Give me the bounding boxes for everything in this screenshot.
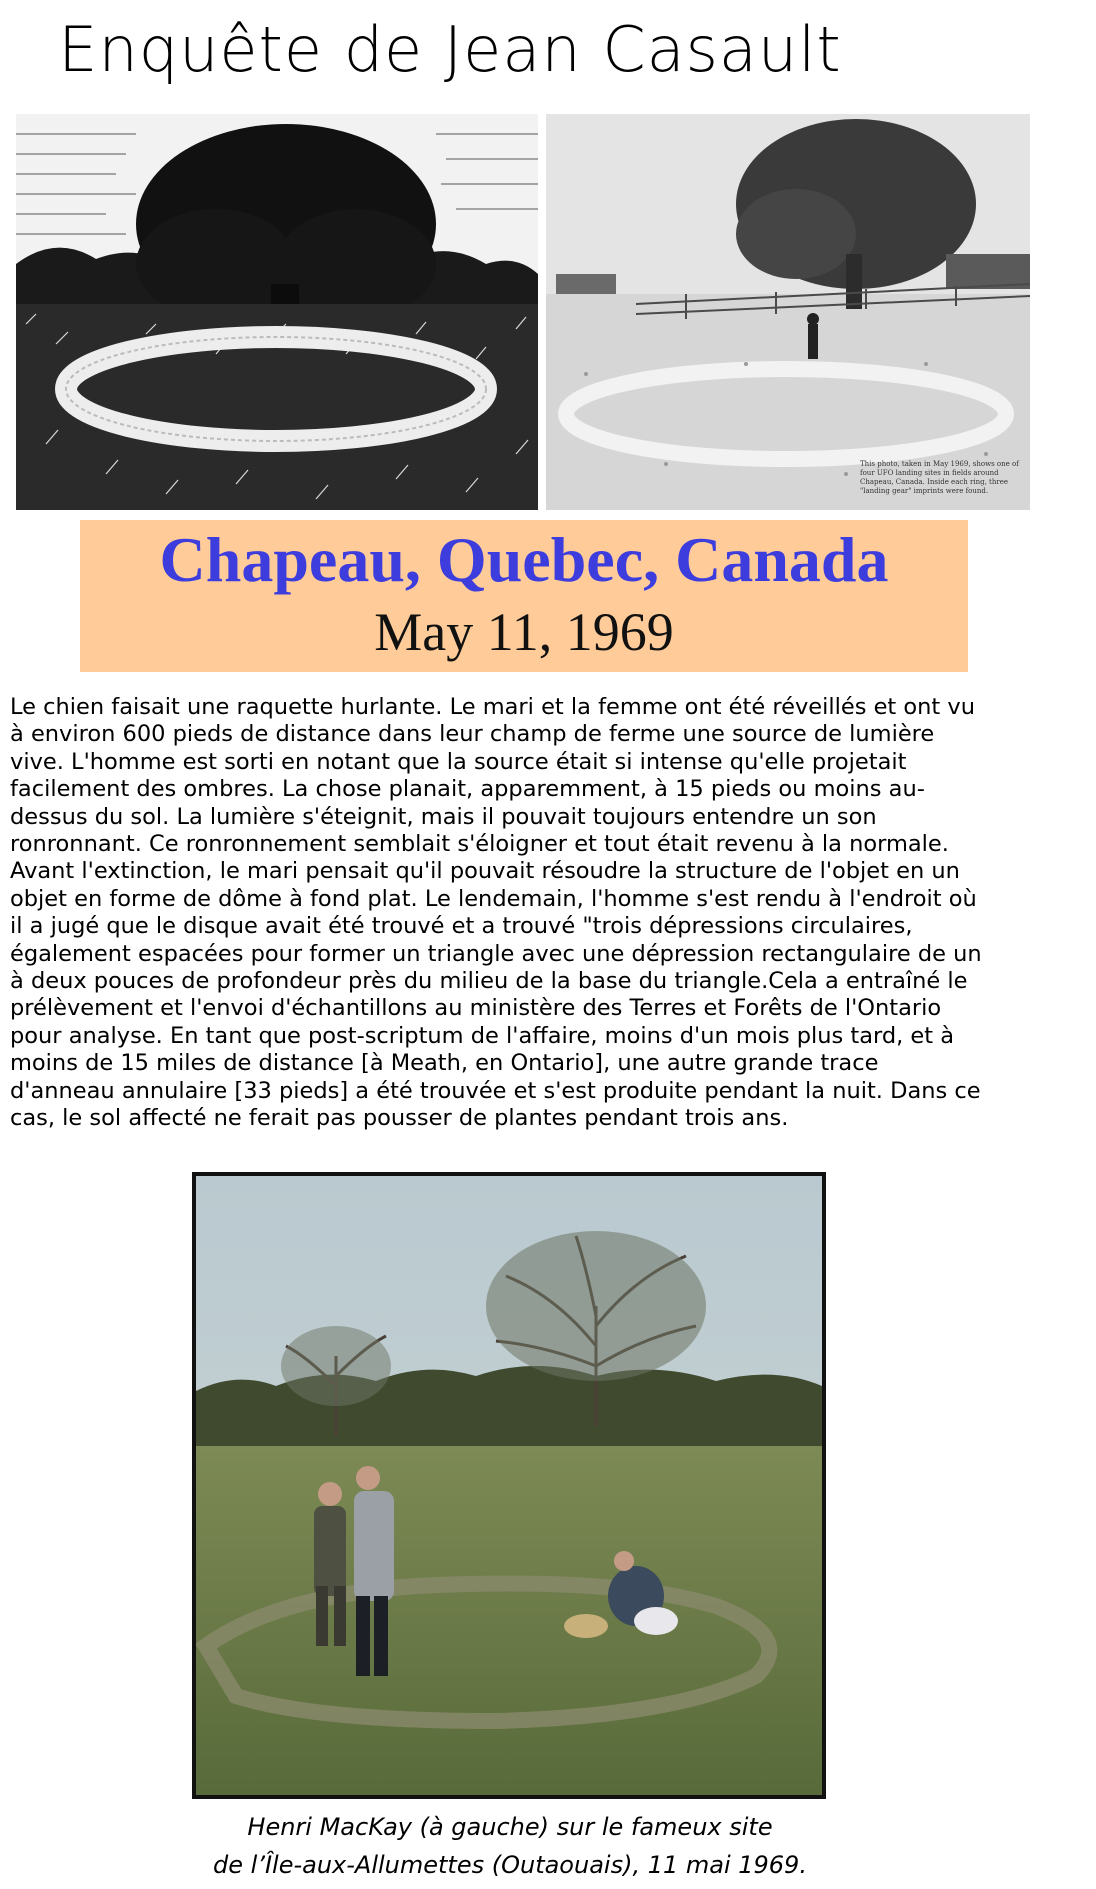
photo-caption-small: This photo, taken in May 1969, shows one of four UFO landing sites in fields around Chapeau, Canada. Inside each ring, three "landing gear" imprints were found. <box>860 460 1019 495</box>
location-banner <box>80 520 968 672</box>
caption-line-1: Henri MacKay (à gauche) sur le fameux site <box>247 1813 773 1841</box>
banner-date: May 11, 1969 <box>374 602 674 662</box>
photo-caption <box>0 1808 1020 1884</box>
page-title: Enquête de Jean Casault <box>58 13 842 86</box>
article-text: Le chien faisait une raquette hurlante. Le mari et la femme ont été réveillés et ont vu à environ 600 pieds de distance dans leur champ de ferme une source de lumière vive. L'homme est sorti en notant que la source était si intense qu'elle projetait facilement des ombres. La chose planait, apparemment, à 15 pieds ou moins au- dessus du sol. La lumière s'éteignit, mais il pouvait toujours entendre un son ronronnant. Ce ronronnement semblait s'éloigner et tout était revenu à la normale. Avant l'extinction, le mari pensait qu'il pouvait résoudre la structure de l'objet en un objet en forme de dôme à fond plat. Le lendemain, l'homme s'est rendu à l'endroit où il a jugé que le disque avait été trouvé et a trouvé "trois dépressions circulaires, également espacées pour former un triangle avec une dépression rectangulaire de un à deux pouces de profondeur près du milieu de la base du triangle.Cela a entraîné le prélèvement et l'envoi d'échantillons au ministère des Terres et Forêts de l'Ontario pour analyse. En tant que post-scriptum de l'affaire, moins d'un mois plus tard, et à moins de 15 miles de distance [à Meath, en Ontario], une autre grande trace d'anneau annulaire [33 pieds] a été trouvée et s'est produite pendant la nuit. Dans ce cas, le sol affecté ne ferait pas pousser de plantes pendant trois ans. <box>10 694 982 1132</box>
engraving-crop-circle-image <box>16 114 538 510</box>
color-field-photo <box>192 1172 826 1799</box>
black-and-white-field-photo <box>546 114 1030 510</box>
caption-line-2: de l’Île-aux-Allumettes (Outaouais), 11 mai 1969. <box>213 1851 807 1879</box>
banner-location: Chapeau, Quebec, Canada <box>159 524 889 595</box>
